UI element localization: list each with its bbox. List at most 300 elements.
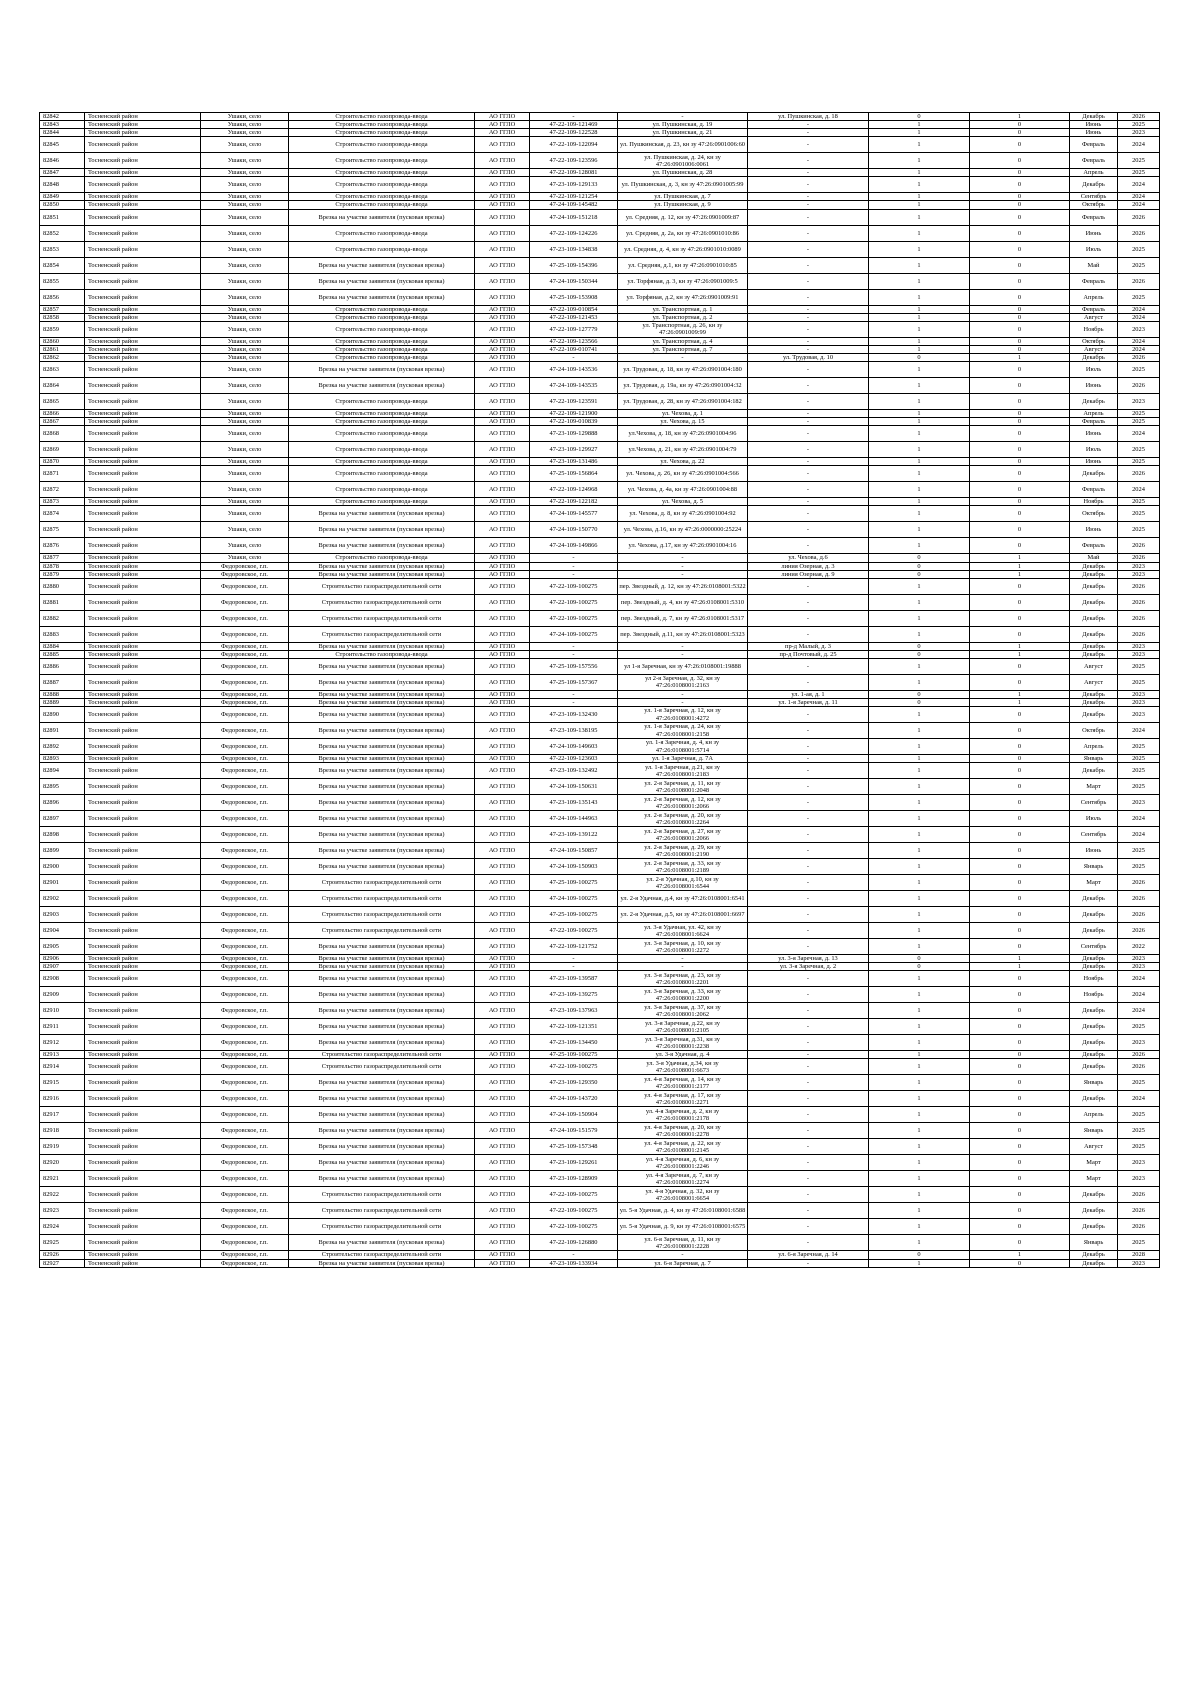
cell-address-with-cadastre: - <box>618 353 748 361</box>
cell-request-number: - <box>530 570 618 578</box>
cell-count-a: 1 <box>869 1075 970 1091</box>
cell-month: Июнь <box>1070 378 1118 394</box>
cell-month: Ноябрь <box>1070 321 1118 337</box>
cell-settlement: Ушаки, село <box>201 193 289 201</box>
cell-count-b: 0 <box>970 1059 1070 1075</box>
cell-count-a: 1 <box>869 674 970 690</box>
cell-organization: АО ГГЛО <box>475 1139 530 1155</box>
table-row <box>40 923 1160 939</box>
cell-address-with-cadastre: ул. 4-я Удачная, д. 32, кн зу 47:26:0108001:6654 <box>618 1187 748 1203</box>
cell-address-no-request: - <box>748 1139 869 1155</box>
cell-request-number: 47-24-109-145482 <box>530 201 618 209</box>
cell-month: Декабрь <box>1070 1091 1118 1107</box>
cell-address-no-request: - <box>748 466 869 482</box>
cell-organization: АО ГГЛО <box>475 610 530 626</box>
cell-work-type: Врезка на участке заявителя (пусковая врезка) <box>289 273 475 289</box>
cell-year: 2024 <box>1118 177 1160 193</box>
cell-year: 2026 <box>1118 538 1160 554</box>
table-row <box>40 755 1160 763</box>
cell-organization: АО ГГЛО <box>475 1219 530 1235</box>
cell-request-number: 47-25-109-100275 <box>530 1051 618 1059</box>
table-row <box>40 739 1160 755</box>
cell-month: Декабрь <box>1070 1187 1118 1203</box>
cell-year: 2026 <box>1118 353 1160 361</box>
cell-address-no-request: ул. 1-ая, д. 1 <box>748 690 869 698</box>
cell-address-with-cadastre: ул. Чехова, д. 26, кн зу 47:26:0901004:566 <box>618 466 748 482</box>
cell-row-number: 82858 <box>40 313 85 321</box>
cell-address-with-cadastre: ул. 1-я Заречная, д. 24, кн зу 47:26:0108001:2158 <box>618 723 748 739</box>
cell-address-with-cadastre: - <box>618 113 748 121</box>
cell-organization: АО ГГЛО <box>475 955 530 963</box>
cell-address-with-cadastre: ул. Трудовая, д. 19а, кн зу 47:26:0901004:32 <box>618 378 748 394</box>
cell-count-a: 0 <box>869 642 970 650</box>
cell-request-number: - <box>530 113 618 121</box>
cell-year: 2024 <box>1118 723 1160 739</box>
cell-settlement: Ушаки, село <box>201 554 289 562</box>
cell-district: Тосненский район <box>85 939 201 955</box>
cell-district: Тосненский район <box>85 1059 201 1075</box>
cell-year: 2024 <box>1118 827 1160 843</box>
cell-address-with-cadastre: - <box>618 642 748 650</box>
cell-row-number: 82846 <box>40 153 85 169</box>
cell-row-number: 82877 <box>40 554 85 562</box>
cell-month: Декабрь <box>1070 1203 1118 1219</box>
cell-organization: АО ГГЛО <box>475 755 530 763</box>
cell-count-a: 1 <box>869 795 970 811</box>
cell-month: Декабрь <box>1070 466 1118 482</box>
cell-row-number: 82926 <box>40 1251 85 1259</box>
cell-district: Тосненский район <box>85 129 201 137</box>
cell-year: 2025 <box>1118 121 1160 129</box>
cell-count-b: 0 <box>970 378 1070 394</box>
cell-settlement: Федоровское, г.п. <box>201 1059 289 1075</box>
cell-address-with-cadastre: ул. 3-я Удачная, д. 4 <box>618 1051 748 1059</box>
cell-request-number: 47-22-109-010839 <box>530 418 618 426</box>
cell-address-no-request: ул. 1-я Заречная, д. 11 <box>748 698 869 706</box>
table-row <box>40 1075 1160 1091</box>
cell-address-no-request: - <box>748 394 869 410</box>
cell-count-b: 0 <box>970 1155 1070 1171</box>
cell-count-b: 0 <box>970 225 1070 241</box>
cell-year: 2026 <box>1118 907 1160 923</box>
cell-count-b: 0 <box>970 1091 1070 1107</box>
cell-month: Декабрь <box>1070 642 1118 650</box>
cell-organization: АО ГГЛО <box>475 225 530 241</box>
cell-work-type: Врезка на участке заявителя (пусковая врезка) <box>289 1139 475 1155</box>
cell-count-b: 0 <box>970 201 1070 209</box>
cell-settlement: Федоровское, г.п. <box>201 610 289 626</box>
cell-row-number: 82842 <box>40 113 85 121</box>
table-row <box>40 578 1160 594</box>
cell-request-number: 47-23-109-138195 <box>530 723 618 739</box>
cell-address-no-request: - <box>748 362 869 378</box>
cell-count-b: 0 <box>970 153 1070 169</box>
cell-month: Декабрь <box>1070 394 1118 410</box>
cell-district: Тосненский район <box>85 987 201 1003</box>
cell-work-type: Врезка на участке заявителя (пусковая врезка) <box>289 674 475 690</box>
cell-settlement: Федоровское, г.п. <box>201 779 289 795</box>
cell-year: 2024 <box>1118 987 1160 1003</box>
cell-district: Тосненский район <box>85 955 201 963</box>
cell-address-with-cadastre: ул. 1-я Заречная, д. 4, кн зу 47:26:0108001:5714 <box>618 739 748 755</box>
cell-request-number: 47-22-109-121453 <box>530 313 618 321</box>
cell-month: Февраль <box>1070 137 1118 153</box>
cell-count-b: 0 <box>970 859 1070 875</box>
cell-year: 2025 <box>1118 674 1160 690</box>
cell-district: Тосненский район <box>85 626 201 642</box>
cell-request-number: 47-22-109-100275 <box>530 1187 618 1203</box>
table-row <box>40 466 1160 482</box>
cell-row-number: 82872 <box>40 482 85 498</box>
cell-year: 2023 <box>1118 1171 1160 1187</box>
cell-settlement: Федоровское, г.п. <box>201 939 289 955</box>
cell-row-number: 82892 <box>40 739 85 755</box>
cell-request-number: 47-24-109-150770 <box>530 522 618 538</box>
cell-count-a: 1 <box>869 626 970 642</box>
cell-request-number: 47-22-109-100275 <box>530 610 618 626</box>
cell-organization: АО ГГЛО <box>475 169 530 177</box>
cell-year: 2025 <box>1118 843 1160 859</box>
cell-address-with-cadastre: ул. 2-я Удачная, д.10, кн зу 47:26:0108001:6544 <box>618 875 748 891</box>
cell-count-b: 1 <box>970 562 1070 570</box>
cell-year: 2025 <box>1118 1235 1160 1251</box>
cell-district: Тосненский район <box>85 538 201 554</box>
cell-row-number: 82887 <box>40 674 85 690</box>
cell-count-b: 0 <box>970 177 1070 193</box>
cell-request-number: 47-25-109-153908 <box>530 289 618 305</box>
cell-request-number: 47-23-109-134838 <box>530 241 618 257</box>
cell-settlement: Ушаки, село <box>201 345 289 353</box>
cell-work-type: Строительство газопровода-ввода <box>289 305 475 313</box>
cell-organization: АО ГГЛО <box>475 843 530 859</box>
cell-organization: АО ГГЛО <box>475 273 530 289</box>
cell-organization: АО ГГЛО <box>475 345 530 353</box>
cell-count-b: 1 <box>970 570 1070 578</box>
cell-request-number: 47-24-109-149866 <box>530 538 618 554</box>
cell-year: 2026 <box>1118 875 1160 891</box>
cell-request-number: - <box>530 1251 618 1259</box>
cell-year: 2024 <box>1118 193 1160 201</box>
cell-settlement: Федоровское, г.п. <box>201 755 289 763</box>
table-row <box>40 570 1160 578</box>
cell-address-with-cadastre: ул. 2-я Заречная, д. 33, кн зу 47:26:0108001:2189 <box>618 859 748 875</box>
cell-count-a: 0 <box>869 690 970 698</box>
cell-work-type: Строительство газораспределительной сети <box>289 610 475 626</box>
cell-work-type: Врезка на участке заявителя (пусковая врезка) <box>289 955 475 963</box>
cell-settlement: Ушаки, село <box>201 121 289 129</box>
table-row <box>40 610 1160 626</box>
cell-address-no-request: - <box>748 442 869 458</box>
cell-address-with-cadastre: ул. Транспортная, д. 1 <box>618 305 748 313</box>
cell-organization: АО ГГЛО <box>475 257 530 273</box>
cell-address-no-request: - <box>748 153 869 169</box>
cell-month: Декабрь <box>1070 923 1118 939</box>
cell-request-number: 47-25-109-156864 <box>530 466 618 482</box>
cell-district: Тосненский район <box>85 153 201 169</box>
cell-row-number: 82888 <box>40 690 85 698</box>
cell-month: Декабрь <box>1070 113 1118 121</box>
cell-row-number: 82880 <box>40 578 85 594</box>
cell-request-number: - <box>530 642 618 650</box>
cell-district: Тосненский район <box>85 257 201 273</box>
cell-count-a: 1 <box>869 442 970 458</box>
cell-count-a: 1 <box>869 594 970 610</box>
cell-district: Тосненский район <box>85 763 201 779</box>
cell-district: Тосненский район <box>85 1187 201 1203</box>
cell-year: 2024 <box>1118 201 1160 209</box>
data-sheet <box>39 112 1159 1268</box>
cell-address-no-request: - <box>748 129 869 137</box>
cell-settlement: Федоровское, г.п. <box>201 1107 289 1123</box>
cell-work-type: Строительство газопровода-ввода <box>289 394 475 410</box>
cell-address-no-request: - <box>748 426 869 442</box>
cell-count-b: 0 <box>970 538 1070 554</box>
cell-work-type: Строительство газораспределительной сети <box>289 1219 475 1235</box>
cell-year: 2026 <box>1118 1219 1160 1235</box>
cell-work-type: Врезка на участке заявителя (пусковая врезка) <box>289 698 475 706</box>
cell-count-b: 1 <box>970 1251 1070 1259</box>
cell-settlement: Федоровское, г.п. <box>201 594 289 610</box>
cell-row-number: 82870 <box>40 458 85 466</box>
cell-address-with-cadastre: - <box>618 963 748 971</box>
cell-request-number: 47-24-109-150904 <box>530 1107 618 1123</box>
cell-count-a: 1 <box>869 1259 970 1267</box>
cell-count-b: 1 <box>970 690 1070 698</box>
cell-month: Июль <box>1070 362 1118 378</box>
cell-district: Тосненский район <box>85 1003 201 1019</box>
cell-count-b: 0 <box>970 482 1070 498</box>
cell-settlement: Ушаки, село <box>201 442 289 458</box>
cell-work-type: Строительство газопровода-ввода <box>289 121 475 129</box>
cell-settlement: Федоровское, г.п. <box>201 1075 289 1091</box>
cell-work-type: Врезка на участке заявителя (пусковая врезка) <box>289 362 475 378</box>
cell-count-a: 1 <box>869 971 970 987</box>
cell-row-number: 82919 <box>40 1139 85 1155</box>
cell-organization: АО ГГЛО <box>475 674 530 690</box>
cell-year: 2025 <box>1118 522 1160 538</box>
table-row <box>40 642 1160 650</box>
cell-month: Январь <box>1070 1235 1118 1251</box>
cell-settlement: Федоровское, г.п. <box>201 1035 289 1051</box>
cell-organization: АО ГГЛО <box>475 658 530 674</box>
cell-address-no-request: линия Озерная, д. 9 <box>748 570 869 578</box>
cell-district: Тосненский район <box>85 201 201 209</box>
cell-address-no-request: - <box>748 1171 869 1187</box>
cell-month: Февраль <box>1070 482 1118 498</box>
table-row <box>40 554 1160 562</box>
table-row <box>40 843 1160 859</box>
cell-work-type: Врезка на участке заявителя (пусковая врезка) <box>289 707 475 723</box>
table-row <box>40 763 1160 779</box>
cell-district: Тосненский район <box>85 1235 201 1251</box>
cell-work-type: Строительство газопровода-ввода <box>289 241 475 257</box>
table-row <box>40 1155 1160 1171</box>
cell-address-with-cadastre: ул. Пушкинская, д. 24, кн зу 47:26:0901006:0061 <box>618 153 748 169</box>
cell-year: 2023 <box>1118 562 1160 570</box>
cell-settlement: Ушаки, село <box>201 305 289 313</box>
cell-address-with-cadastre: пер. Звездный, д. 12, кн зу 47:26:0108001:5322 <box>618 578 748 594</box>
cell-work-type: Врезка на участке заявителя (пусковая врезка) <box>289 755 475 763</box>
cell-district: Тосненский район <box>85 273 201 289</box>
cell-count-a: 1 <box>869 578 970 594</box>
cell-count-a: 1 <box>869 1219 970 1235</box>
cell-organization: АО ГГЛО <box>475 707 530 723</box>
cell-work-type: Строительство газопровода-ввода <box>289 177 475 193</box>
cell-settlement: Ушаки, село <box>201 482 289 498</box>
cell-count-b: 0 <box>970 345 1070 353</box>
cell-count-b: 0 <box>970 1219 1070 1235</box>
cell-year: 2024 <box>1118 482 1160 498</box>
cell-year: 2025 <box>1118 763 1160 779</box>
cell-month: Июль <box>1070 811 1118 827</box>
table-row <box>40 891 1160 907</box>
cell-count-a: 1 <box>869 610 970 626</box>
cell-year: 2026 <box>1118 273 1160 289</box>
table-row <box>40 1203 1160 1219</box>
cell-row-number: 82843 <box>40 121 85 129</box>
cell-count-a: 1 <box>869 418 970 426</box>
cell-count-a: 1 <box>869 1139 970 1155</box>
cell-settlement: Федоровское, г.п. <box>201 1171 289 1187</box>
cell-organization: АО ГГЛО <box>475 362 530 378</box>
cell-month: Апрель <box>1070 1107 1118 1123</box>
cell-request-number: 47-22-109-124226 <box>530 225 618 241</box>
table-row <box>40 273 1160 289</box>
cell-month: Март <box>1070 779 1118 795</box>
cell-address-with-cadastre: ул. 2-я Заречная, д. 20, кн зу 47:26:0108001:2264 <box>618 811 748 827</box>
cell-year: 2024 <box>1118 426 1160 442</box>
cell-request-number: 47-22-109-121469 <box>530 121 618 129</box>
cell-count-a: 1 <box>869 466 970 482</box>
cell-month: Январь <box>1070 1075 1118 1091</box>
cell-count-b: 0 <box>970 811 1070 827</box>
cell-organization: АО ГГЛО <box>475 1123 530 1139</box>
cell-organization: АО ГГЛО <box>475 394 530 410</box>
cell-settlement: Ушаки, село <box>201 321 289 337</box>
cell-address-no-request: - <box>748 410 869 418</box>
cell-address-no-request: - <box>748 506 869 522</box>
cell-work-type: Врезка на участке заявителя (пусковая врезка) <box>289 378 475 394</box>
cell-address-no-request: - <box>748 723 869 739</box>
cell-address-no-request: - <box>748 418 869 426</box>
cell-row-number: 82889 <box>40 698 85 706</box>
table-row <box>40 875 1160 891</box>
cell-row-number: 82849 <box>40 193 85 201</box>
cell-request-number: 47-22-109-100275 <box>530 594 618 610</box>
cell-settlement: Федоровское, г.п. <box>201 1219 289 1235</box>
cell-settlement: Федоровское, г.п. <box>201 698 289 706</box>
cell-count-b: 0 <box>970 506 1070 522</box>
cell-work-type: Врезка на участке заявителя (пусковая врезка) <box>289 811 475 827</box>
cell-year: 2025 <box>1118 418 1160 426</box>
cell-month: Апрель <box>1070 289 1118 305</box>
cell-address-with-cadastre: ул. 2-я Удачная, д.4, кн зу 47:26:0108001:6541 <box>618 891 748 907</box>
cell-year: 2023 <box>1118 321 1160 337</box>
cell-year: 2024 <box>1118 305 1160 313</box>
table-row <box>40 1003 1160 1019</box>
cell-address-no-request: - <box>748 843 869 859</box>
cell-request-number: 47-22-109-121254 <box>530 193 618 201</box>
cell-settlement: Федоровское, г.п. <box>201 1139 289 1155</box>
cell-organization: АО ГГЛО <box>475 458 530 466</box>
cell-district: Тосненский район <box>85 971 201 987</box>
cell-count-b: 0 <box>970 458 1070 466</box>
cell-settlement: Ушаки, село <box>201 169 289 177</box>
cell-district: Тосненский район <box>85 209 201 225</box>
cell-year: 2026 <box>1118 891 1160 907</box>
cell-count-a: 1 <box>869 1003 970 1019</box>
cell-row-number: 82912 <box>40 1035 85 1051</box>
cell-address-with-cadastre: ул. 6-я Заречная, д. 11, кн зу 47:26:0108001:2228 <box>618 1235 748 1251</box>
cell-address-with-cadastre: ул. Торфяная, д.2, кн зу 47:26:0901009:91 <box>618 289 748 305</box>
cell-request-number: - <box>530 698 618 706</box>
cell-address-with-cadastre: ул. Средняя, д. 12, кн зу 47:26:0901009:87 <box>618 209 748 225</box>
cell-row-number: 82867 <box>40 418 85 426</box>
table-row <box>40 626 1160 642</box>
cell-count-a: 1 <box>869 305 970 313</box>
cell-address-no-request: - <box>748 1235 869 1251</box>
cell-district: Тосненский район <box>85 458 201 466</box>
cell-request-number: 47-24-109-143535 <box>530 378 618 394</box>
cell-year: 2025 <box>1118 658 1160 674</box>
cell-month: Февраль <box>1070 538 1118 554</box>
cell-row-number: 82860 <box>40 337 85 345</box>
cell-year: 2024 <box>1118 337 1160 345</box>
cell-row-number: 82881 <box>40 594 85 610</box>
cell-address-with-cadastre: ул. 3-я Заречная, д. 23, кн зу 47:26:0108001:2201 <box>618 971 748 987</box>
cell-settlement: Ушаки, село <box>201 153 289 169</box>
cell-row-number: 82853 <box>40 241 85 257</box>
cell-count-a: 1 <box>869 153 970 169</box>
cell-year: 2024 <box>1118 313 1160 321</box>
cell-count-b: 0 <box>970 755 1070 763</box>
cell-count-a: 1 <box>869 273 970 289</box>
cell-settlement: Ушаки, село <box>201 426 289 442</box>
cell-request-number: 47-23-109-129261 <box>530 1155 618 1171</box>
table-row <box>40 1139 1160 1155</box>
cell-year: 2025 <box>1118 169 1160 177</box>
cell-count-a: 1 <box>869 1059 970 1075</box>
cell-year: 2025 <box>1118 362 1160 378</box>
cell-district: Тосненский район <box>85 811 201 827</box>
cell-district: Тосненский район <box>85 578 201 594</box>
cell-address-with-cadastre: ул. 3-я Удачная, д.34, кн зу 47:26:0108001:6673 <box>618 1059 748 1075</box>
cell-address-no-request: - <box>748 538 869 554</box>
cell-request-number: 47-22-109-010741 <box>530 345 618 353</box>
cell-organization: АО ГГЛО <box>475 209 530 225</box>
cell-count-a: 1 <box>869 1203 970 1219</box>
cell-year: 2025 <box>1118 458 1160 466</box>
cell-count-a: 1 <box>869 426 970 442</box>
cell-count-a: 1 <box>869 811 970 827</box>
cell-row-number: 82894 <box>40 763 85 779</box>
cell-organization: АО ГГЛО <box>475 1059 530 1075</box>
cell-address-with-cadastre: ул. Трудовая, д. 18, кн зу 47:26:0901004:180 <box>618 362 748 378</box>
table-row <box>40 137 1160 153</box>
cell-request-number: 47-22-109-123566 <box>530 337 618 345</box>
cell-count-a: 1 <box>869 1051 970 1059</box>
cell-count-b: 1 <box>970 650 1070 658</box>
cell-district: Тосненский район <box>85 466 201 482</box>
table-row <box>40 426 1160 442</box>
cell-count-a: 0 <box>869 698 970 706</box>
cell-organization: АО ГГЛО <box>475 1187 530 1203</box>
cell-address-with-cadastre: ул.Чехова, д. 21, кн зу 47:26:0901004:79 <box>618 442 748 458</box>
cell-organization: АО ГГЛО <box>475 570 530 578</box>
cell-row-number: 82854 <box>40 257 85 273</box>
cell-district: Тосненский район <box>85 169 201 177</box>
cell-month: Февраль <box>1070 418 1118 426</box>
